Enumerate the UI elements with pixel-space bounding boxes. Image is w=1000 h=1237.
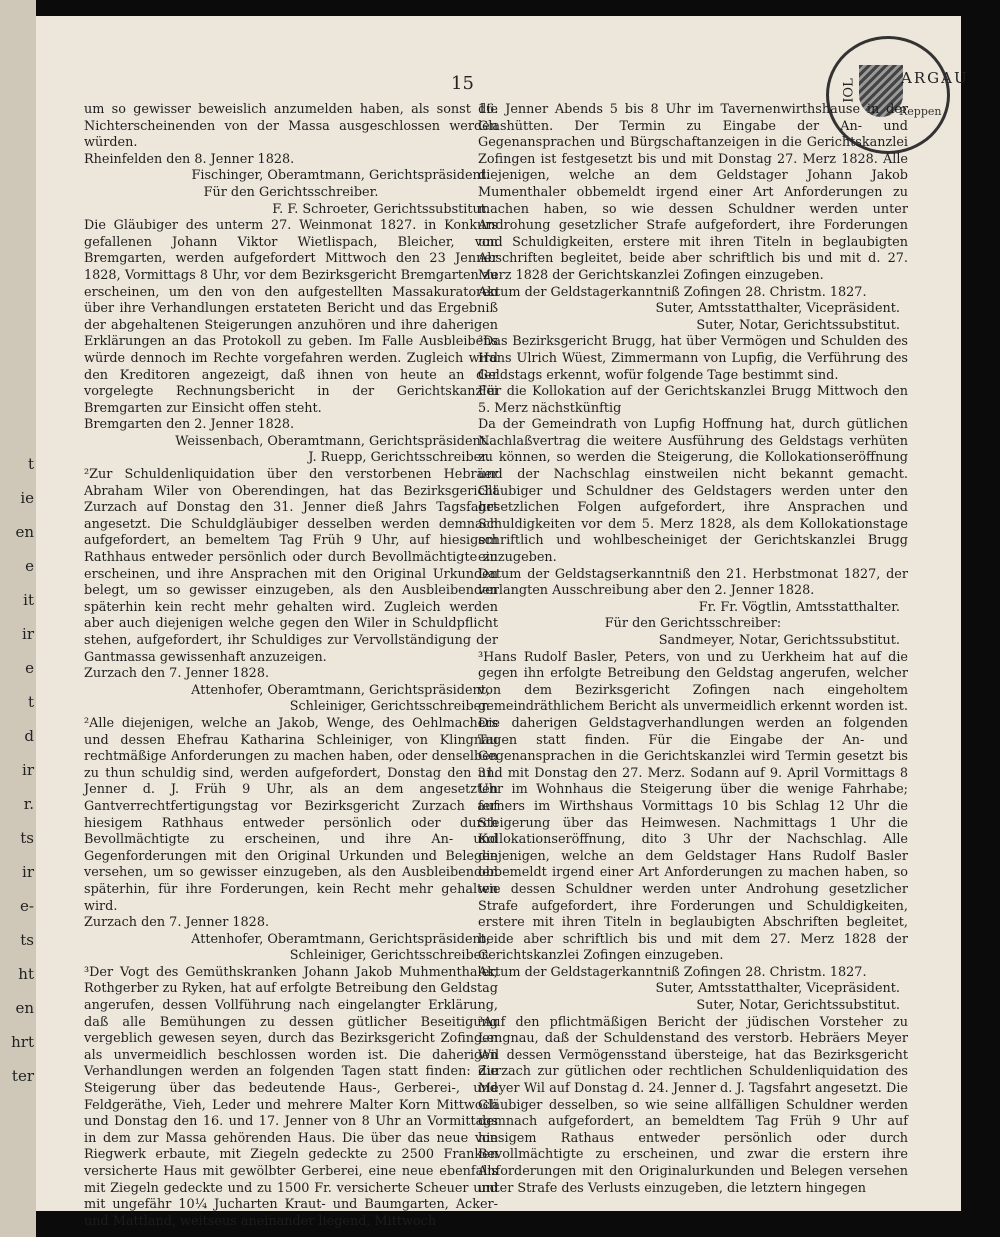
page-number: 15 bbox=[451, 73, 474, 94]
margin-fragment: ir bbox=[22, 863, 34, 881]
margin-fragment: hrt bbox=[11, 1033, 34, 1051]
paragraph: ³Der Vogt des Gemüthskranken Johann Jakob Muhmenthaler, Rothgerber zu Ryken, hat auf erfolgte Betreibung den Geldstag angerufen, dessen Vollführung nach eingelangter Erklärung, daß alle Bemühungen zu dessen gütlicher Beseitigung vergeblich gewesen seyen, durch das Bezirksgericht Zofingen als unvermeidlich beschlossen worden ist. Die daherigen Verhandlungen werden an folgenden Tagen statt finden: die Steigerung über das bedeutende Haus-, Gerberei-, und Feldgeräthe, Vieh, Leder und mehrere Malter Korn Mittwoch und Donstag den 16. und 17. Jenner von 8 Uhr an Vormittags in dem zur Massa gehörenden Haus. Die über das neue von Riegwerk erbaute, mit Ziegeln gedeckte zu 2500 Franken versicherte Haus mit gewölbter Gerberei, eine neue ebenfalls mit Ziegeln gedeckte und zu 1500 Fr. versicherte Scheuer und mit ungefähr 10¼ Jucharten Kraut- und Baumgarten, Acker- und Mattland, weitseus aneinander liegend, Mittwoch bbox=[84, 964, 498, 1229]
signature-line: Suter, Amtsstatthalter, Vicepräsident. bbox=[655, 981, 900, 997]
paragraph: ³Auf den pflichtmäßigen Bericht der jüdischen Vorsteher zu Lengnau, daß der Schuldenstand des verstorb. Hebräers Meyer Wil dessen Vermögensstand übersteige, hat das Bezirksgericht Zurzach zur gütlichen oder rechtlichen Schuldenliquidation des Meyer Wil auf Donstag d. 24. Jenner d. J. Tagsfahrt angesetzt. Die Gläubiger desselben, so wie seine allfälligen Schuldner werden demnach aufgefordert, an bemeldtem Tag Früh 9 Uhr auf hiesigem Rathaus entweder persönlich oder durch Bevollmächtigte zu erscheinen, und zwar die erstern ihre Anforderungen mit den Originalurkunden und Belegen versehen unter Strafe des Verlusts einzugeben, die letztern hingegen bbox=[478, 1014, 908, 1196]
margin-fragment: en bbox=[15, 523, 34, 541]
margin-fragment: t bbox=[27, 693, 34, 711]
signature-line: Schleiniger, Gerichtsschreiber. bbox=[289, 699, 490, 715]
margin-fragment: e bbox=[25, 659, 34, 677]
signature-line: Weissenbach, Oberamtmann, Gerichtspräsident. bbox=[175, 433, 490, 449]
signature-line: Attenhofer, Oberamtmann, Gerichtspräsident, bbox=[191, 931, 490, 947]
signature-line: Suter, Notar, Gerichtssubstitut. bbox=[696, 317, 900, 333]
margin-fragment: e bbox=[25, 557, 34, 575]
signature-line: Für den Gerichtsschreiber. bbox=[203, 184, 379, 200]
paragraph: Die Gläubiger des unterm 27. Weinmonat 1827. in Konkurs gefallenen Johann Viktor Wietlispach, Bleicher, von Bremgarten, werden aufgefordert Mittwoch den 23 Jenner 1828, Vormittags 8 Uhr, vor dem Bezirksgericht Bremgarten zu erscheinen, um den von den aufgestellten Massakuratoren über ihre Verhandlungen erstateten Bericht und das Ergebniß der abgehaltenen Steigerungen anzuhören und ihre daherigen Erklärungen an das Protokoll zu geben. Im Falle Ausbleibens würde dennoch im Rechte vorgefahren werden. Zugleich wird den Kreditoren angezeigt, daß ihnen von heute an der vorgelegte Rechnungsbericht in der Gerichtskanzlei Bremgarten zur Einsicht offen steht. bbox=[84, 218, 498, 416]
right-column bbox=[478, 102, 908, 1197]
margin-fragment: r. bbox=[23, 795, 34, 813]
paragraph: ²Zur Schuldenliquidation über den verstorbenen Hebräer Abraham Wiler von Oberendingen, hat das Bezirksgericht Zurzach auf Donstag den 31. Jenner dieß Jahrs Tagsfahrt angesetzt. Die Schuldgläubiger desselben werden demnach aufgefordert, an bemeltem Tag Früh 9 Uhr, auf hiesigem Rathhaus entweder persönlich oder durch Bevollmächtigte zu erscheinen, und ihre Ansprachen mit den Original Urkunden belegt, um so gewisser einzugeben, als den Ausbleibenden späterhin kein recht mehr gehalten wird. Zugleich werden aber auch diejenigen welche gegen den Wiler in Schuldpflicht stehen, aufgefordert, ihr Schuldiges zur Vervollständigung der Gantmassa gewissenhaft anzuzeigen. bbox=[84, 467, 498, 665]
paragraph: 16. Jenner Abends 5 bis 8 Uhr im Tavernenwirthshause in der Glashütten. Der Termin zu Eingabe der An- und Gegenansprachen und Bürgschaftanzeigen in die Gerichtskanzlei Zofingen ist festgesetzt bis und mit Donstag 27. Merz 1828. Alle diejenigen, welche an dem Geldstager Johann Jakob Mumenthaler obbemeldt irgend einer Art Anforderungen zu machen haben, so wie dessen Schuldner werden unter Androhung gesetzlicher Strafe aufgefordert, ihre Forderungen und Schuldigkeiten, erstere mit ihren Titeln in beglaubigten Abschriften begleitet, beide aber schriftlich bis und mit d. 27. Merz 1828 der Gerichtskanzlei Zofingen einzugeben. bbox=[478, 102, 908, 283]
signature-line: Attenhofer, Oberamtmann, Gerichtspräsident, bbox=[191, 682, 490, 698]
paragraph: Bremgarten den 2. Jenner 1828. bbox=[84, 417, 295, 433]
signature-line: Schleiniger, Gerichtsschreiber. bbox=[289, 948, 490, 964]
signature-line: Suter, Amtsstatthalter, Vicepräsident. bbox=[655, 301, 900, 317]
margin-fragment: ts bbox=[20, 829, 34, 847]
signature-line: Sandmeyer, Notar, Gerichtssubstitut. bbox=[658, 633, 900, 648]
stamp-text-top: ARGAU bbox=[901, 69, 969, 87]
signature-line: Suter, Notar, Gerichtssubstitut. bbox=[696, 998, 900, 1014]
paragraph: Aktum der Geldstagerkanntniß Zofingen 28. Christm. 1827. bbox=[478, 964, 867, 980]
stamp-text-side: IOL bbox=[841, 78, 857, 103]
signature-line: Fischinger, Oberamtmann, Gerichtspräsident. bbox=[191, 168, 490, 184]
paragraph: Rheinfelden den 8. Jenner 1828. bbox=[84, 151, 295, 167]
signature-line: Fr. Fr. Vögtlin, Amtsstatthalter. bbox=[698, 599, 900, 615]
margin-fragment: it bbox=[23, 591, 34, 609]
margin-fragment: d bbox=[24, 727, 34, 745]
signature-line: Für den Gerichtsschreiber: bbox=[604, 616, 782, 632]
margin-fragment: ts bbox=[20, 931, 34, 949]
margin-fragment: ir bbox=[22, 761, 34, 779]
margin-fragment: e- bbox=[20, 897, 34, 915]
margin-fragment: ter bbox=[11, 1067, 34, 1085]
signature-line: J. Ruepp, Gerichtsschreiber. bbox=[308, 450, 490, 466]
margin-fragment: en bbox=[15, 999, 34, 1017]
paragraph: Datum der Geldstagserkanntniß den 21. Herbstmonat 1827, der verlangten Ausschreibung aber den 2. Jenner 1828. bbox=[478, 566, 908, 599]
paragraph: Aktum der Geldstagerkanntniß Zofingen 28. Christm. 1827. bbox=[478, 284, 867, 300]
paragraph: Zurzach den 7. Jenner 1828. bbox=[84, 666, 270, 682]
paragraph: ³Das Bezirksgericht Brugg, hat über Vermögen und Schulden des Hans Ulrich Wüest, Zimmermann von Lupfig, die Verführung des Geldstags erkennt, wofür folgende Tage bestimmt sind. bbox=[478, 334, 908, 383]
adjacent-page-edge bbox=[0, 0, 36, 1237]
stamp-text-small: Reppen bbox=[899, 105, 942, 118]
paragraph: ³Hans Rudolf Basler, Peters, von und zu Uerkheim hat auf die gegen ihn erfolgte Betreibung den Geldstag angerufen, welcher von dem Bezirksgericht Zofingen nach eingeholtem gemeindräthlichem Bericht als unvermeidlich erkennt worden ist. Die daherigen Geldstagverhandlungen werden an folgenden Tagen statt finden. Für die Eingabe der An- und Gegenansprachen in die Gerichtskanzlei wird Termin gesetzt bis und mit Donstag den 27. Merz. Sodann auf 9. April Vormittags 8 Uhr im Wohnhaus die Steigerung über die wenige Fahrhabe; ferners im Wirthshaus Vormittags 10 bis Schlag 12 Uhr die Steigerung über das Heimwesen. Nachmittags 1 Uhr die Kollokationseröffnung, dito 3 Uhr der Nachschlag. Alle diejenigen, welche an dem Geldstager Hans Rudolf Basler obbemeldt irgend einer Art Anforderungen zu machen haben, so wie dessen Schuldner werden unter Androhung gesetzlicher Strafe aufgefordert, ihre Forderungen und Schuldigkeiten, erstere mit ihren Titeln in beglaubigten Abschriften begleitet, beide aber schriftlich bis und mit dem 27. Merz 1828 der Gerichtskanzlei Zofingen einzugeben. bbox=[478, 649, 908, 964]
newspaper-page bbox=[36, 16, 969, 1229]
paragraph: Für die Kollokation auf der Gerichtskanzlei Brugg Mittwoch den 5. Merz nächstkünftig bbox=[478, 384, 908, 416]
paragraph: ²Alle diejenigen, welche an Jakob, Wenge, des Oehlmachers und dessen Ehefrau Katharina Schleiniger, von Klingnau rechtmäßige Anforderungen zu machen haben, oder denselben zu thun schuldig sind, werden aufgefordert, Donstag den 31. Jenner d. J. Früh 9 Uhr, als an dem angesetzten Gantverrechtfertigungstag vor Bezirksgericht Zurzach auf hiesigem Rathhaus entweder persönlich oder durch Bevollmächtigte zu erscheinen, und ihre An- und Gegenforderungen mit den Original Urkunden und Belegen versehen, um so gewisser einzugeben, als den Ausbleibenden späterhin, für ihre Forderungen, kein Recht mehr gehalten wird. bbox=[84, 715, 498, 914]
margin-fragment: ir bbox=[22, 625, 34, 643]
paragraph: Zurzach den 7. Jenner 1828. bbox=[84, 915, 270, 931]
paragraph: um so gewisser beweislich anzumelden haben, als sonst die Nichterscheinenden von der Massa ausgeschlossen werden würden. bbox=[84, 102, 498, 151]
margin-fragment: ht bbox=[18, 965, 34, 983]
signature-line: F. F. Schroeter, Gerichtssubstitut. bbox=[272, 201, 490, 217]
left-column bbox=[84, 102, 498, 1230]
paragraph: Da der Gemeindrath von Lupfig Hoffnung hat, durch gütlichen Nachlaßvertrag die weitere Ausführung des Geldstags verhüten zu können, so werden die Steigerung, die Kollokationseröffnung und der Nachschlag einstweilen nicht bekannt gemacht. Gläubiger und Schuldner des Geldstagers werden unter den gesetzlichen Folgen aufgefordert, ihre Ansprachen und Schuldigkeiten vor dem 5. Merz 1828, als dem Kollokationstage schriftlich und wohlbescheiniget der Gerichtskanzlei Brugg einzugeben. bbox=[478, 417, 908, 566]
margin-fragment: t bbox=[27, 455, 34, 473]
margin-fragment: ie bbox=[20, 489, 34, 507]
